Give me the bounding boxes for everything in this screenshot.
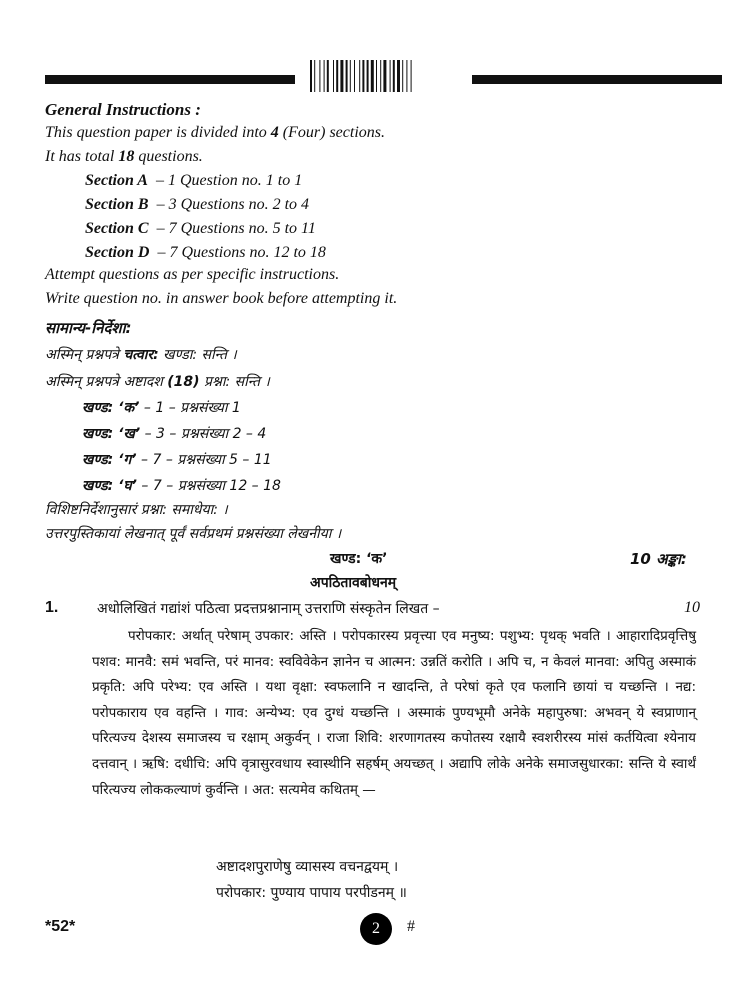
- section-detail: – 7 – प्रश्नसंख्या 12 – 18: [136, 478, 281, 494]
- section-row-a: [85, 172, 302, 190]
- paper-code: *52*: [45, 918, 76, 935]
- section-name: खण्ड: ‘क’: [82, 400, 140, 416]
- hindi-section-ka: [82, 398, 241, 417]
- instruction-text: (Four) sections.: [282, 124, 385, 141]
- passage-text: परोपकार: अर्थात् परेषाम् उपकार: अस्ति । परोपकारस्य प्रवृत्त्या एव मनुष्य: पशुभ्य: पृथक् भवति । आहारादिप्रवृत्तिषु पशव: मानवै: समं भवन्ति, परं मानव: स्वविवेकेन ज्ञानेन च आत्मन: उन्नतिं करोति । अपि च, न केवलं मानवा: अपितु अस्माकं प्रकृति: अपि परेभ्य: एव अस्ति । यथा वृक्षा: स्वफलानि न खादन्ति, ते परेषां कृते एव फलानि छायां च यच्छन्ति । नद्य: परोपकाराय एव वहन्ति । गाव: अन्येभ्य: एव दुग्धं यच्छन्ति । अस्माकं पुण्यभूमौ अनेके महापुरुषा: अभवन् ये स्वप्राणान् परित्यज्य देशस्य समाजस्य च रक्षाम् अकुर्वन् । राजा शिवि: शरणागतस्य कपोतस्य रक्षायै स्वशरीरस्य मांसं कर्तयित्वा श्येनाय दत्तवान् । ऋषि: दधीचि: अपि वृत्रासुरवधाय स्वास्थीनि सहर्षम् अयच्छत् । अद्यापि लोके अनेके समाजसुधारका: सन्ति ये स्वार्थं परित्यज्य लोककल्याणं कुर्वन्ति । अत: सत्यमेव कथितम् —: [92, 628, 696, 798]
- instruction-line-2: [45, 148, 203, 166]
- section-detail: – 7 – प्रश्नसंख्या 5 – 11: [136, 452, 272, 468]
- section-name: Section D: [85, 244, 150, 261]
- section-name: Section C: [85, 220, 149, 237]
- instruction-line-4: Write question no. in answer book before attempting it.: [45, 290, 398, 307]
- hindi-text: अस्मिन् प्रश्नपत्रे अष्टादश: [45, 374, 168, 390]
- section-name: खण्ड: ‘ग’: [82, 452, 137, 468]
- hindi-section-ga: [82, 450, 272, 469]
- section-a-marks: 10 अङ्का:: [630, 550, 687, 568]
- page-number-badge: [360, 913, 392, 945]
- hindi-section-gha: [82, 476, 281, 495]
- hindi-line-1: [45, 345, 237, 364]
- question-marks: 10: [684, 599, 700, 616]
- hindi-line-3: विशिष्टनिर्देशानुसारं प्रश्ना: समाधेया: ।: [45, 502, 228, 518]
- instruction-text: This question paper is divided into: [45, 124, 267, 141]
- instruction-line-3: Attempt questions as per specific instructions.: [45, 266, 340, 283]
- section-detail: – 3 Questions no. 2 to 4: [156, 196, 310, 213]
- section-name: Section A: [85, 172, 148, 189]
- section-row-c: [85, 220, 316, 238]
- section-name: खण्ड: ‘ख’: [82, 426, 141, 442]
- hindi-text-bold: चत्वार:: [123, 347, 159, 363]
- section-a-title: खण्ड: ‘क’: [330, 551, 388, 567]
- verse-line-2: परोपकार: पुण्याय पापाय परपीडनम् ॥: [216, 885, 407, 901]
- question-number: 1.: [45, 599, 59, 616]
- section-a-subtitle: अपठितावबोधनम्: [310, 575, 397, 591]
- section-detail: – 7 Questions no. 5 to 11: [156, 220, 316, 237]
- instruction-text: questions.: [138, 148, 203, 165]
- section-row-b: [85, 196, 309, 214]
- section-detail: – 7 Questions no. 12 to 18: [157, 244, 326, 261]
- hindi-instructions-title: सामान्य-निर्देशा:: [45, 319, 132, 337]
- instruction-number: 18: [118, 148, 135, 165]
- instruction-text: It has total: [45, 148, 115, 165]
- instruction-line-1: [45, 124, 385, 142]
- section-name: Section B: [85, 196, 149, 213]
- section-name: खण्ड: ‘घ’: [82, 478, 137, 494]
- hindi-text: अस्मिन् प्रश्नपत्रे: [45, 347, 124, 363]
- verse-line-1: अष्टादशपुराणेषु व्यासस्य वचनद्वयम् ।: [216, 859, 399, 875]
- section-row-d: [85, 244, 326, 262]
- hindi-text: प्रश्ना: सन्ति ।: [199, 374, 270, 390]
- passage: [92, 624, 696, 803]
- section-detail: – 3 – प्रश्नसंख्या 2 – 4: [140, 426, 267, 442]
- section-detail: – 1 – प्रश्नसंख्या 1: [139, 400, 241, 416]
- header-rule-left: [45, 75, 295, 84]
- page-number: 2: [372, 920, 380, 937]
- hindi-section-kha: [82, 424, 266, 443]
- hash-mark: #: [407, 918, 415, 935]
- question-text: अधोलिखितं गद्यांशं पठित्वा प्रदत्तप्रश्नानाम् उत्तराणि संस्कृतेन लिखत –: [97, 601, 440, 617]
- general-instructions-title: General Instructions :: [45, 100, 201, 119]
- section-detail: – 1 Question no. 1 to 1: [155, 172, 303, 189]
- barcode-image: [310, 60, 460, 92]
- hindi-text: खण्डा: सन्ति ।: [158, 347, 237, 363]
- header-rule-right: [472, 75, 722, 84]
- hindi-text-bold: (18): [167, 374, 200, 390]
- instruction-number: 4: [270, 124, 279, 141]
- hindi-line-2: [45, 372, 270, 391]
- hindi-line-4: उत्तरपुस्तिकायां लेखनात् पूर्वं सर्वप्रथमं प्रश्नसंख्या लेखनीया ।: [45, 526, 342, 542]
